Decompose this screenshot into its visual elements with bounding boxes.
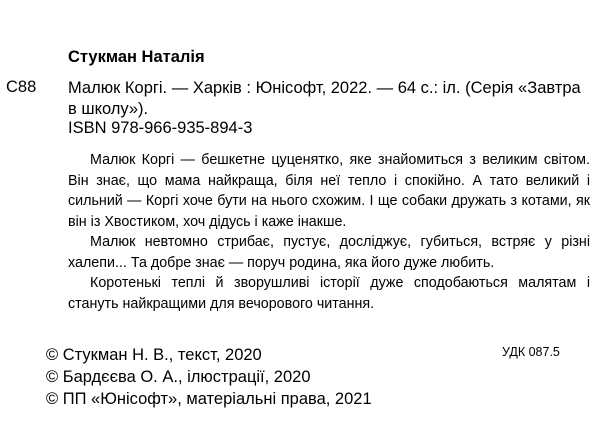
annotation-paragraph: Коротенькі теплі й зворушливі історії дуже сподобаються малятам і стануть найкращими для вечорового читання. bbox=[68, 275, 590, 312]
copyright-line-rights: © ПП «Юнісофт», матеріальні права, 2021 bbox=[46, 390, 372, 408]
copyright-line-illustrations: © Бардєєва О. А., ілюстрації, 2020 bbox=[46, 368, 311, 386]
udc-code: УДК 087.5 bbox=[502, 345, 560, 359]
bibliographic-description: Малюк Коргі. — Харків : Юнісофт, 2022. — 64 с.: іл. (Серія «Завтра в школу»). bbox=[68, 79, 581, 118]
annotation bbox=[68, 150, 590, 314]
annotation-paragraph: Малюк невтомно стрибає, пустує, досліджує, губиться, встряє у різні халепи... Та добре знає — поруч родина, яка його дуже любить. bbox=[68, 234, 590, 271]
copyright-line-text: © Стукман Н. В., текст, 2020 bbox=[46, 346, 262, 364]
author-name: Стукман Наталія bbox=[68, 48, 205, 66]
copyright-block bbox=[46, 344, 372, 410]
classification-mark: С88 bbox=[6, 78, 37, 96]
isbn: ISBN 978-966-935-894-3 bbox=[68, 119, 253, 137]
annotation-paragraph: Малюк Коргі — бешкетне цуценятко, яке знайомиться з великим світом. Він знає, що мама найкраща, біля неї тепло і спокійно. А тато великий і сильний — Коргі хоче бути на нього схожим. І ще собаки дружать з котами, як він із Хвостиком, хоч дідусь і каже інакше. bbox=[68, 152, 590, 230]
